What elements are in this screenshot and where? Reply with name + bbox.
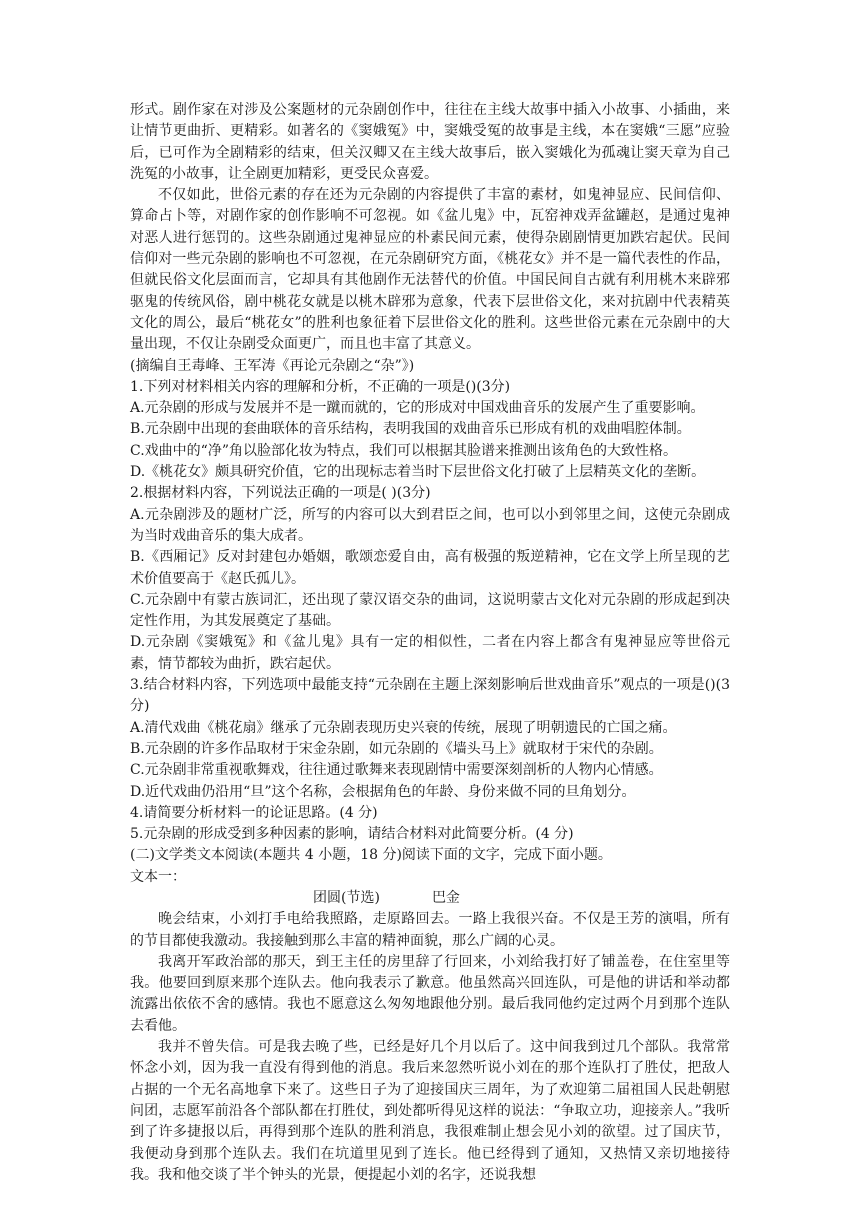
q2-option-c: C.元杂剧中有蒙古族词汇，还出现了蒙汉语交杂的曲词，这说明蒙古文化对元杂剧的形成起到决定性作用，为其发展奠定了基础。 — [130, 591, 730, 630]
q3-option-c: C.元杂剧非常重视歌舞戏，往往通过歌舞来表现剧情中需要深刻剖析的人物内心情感。 — [130, 762, 663, 779]
q2-stem: 2.根据材料内容，下列说法正确的一项是( )(3分) — [130, 485, 431, 502]
q1-option-c: C.戏曲中的“净”角以脸部化妆为特点，我们可以根据其脸谱来推测出该角色的大致性格。 — [130, 442, 677, 459]
q2-option-d: D.元杂剧《窦娥冤》和《盆儿鬼》具有一定的相似性，二者在内容上都含有鬼神显应等世俗元素，情节都较为曲折，跌宕起伏。 — [130, 634, 730, 672]
story-title: 团圆(节选) — [313, 889, 380, 906]
q3-option-b: B.元杂剧的许多作品取材于宋金杂剧，如元杂剧的《墙头马上》就取材于宋代的杂剧。 — [130, 740, 663, 757]
q1-stem: 1.下列对材料相关内容的理解和分析，不正确的一项是()(3分) — [130, 378, 511, 395]
text1-label: 文本一： — [130, 868, 186, 885]
q1-option-b: B.元杂剧中出现的套曲联体的音乐结构，表明我国的戏曲音乐已形成有机的戏曲唱腔体制。 — [130, 421, 691, 438]
story-paragraph-1: 晚会结束，小刘打手电给我照路，走原路回去。一路上我很兴奋。不仅是王芳的演唱，所有的节目都使我激动。我接触到那么丰富的精神面貌，那么广阔的心灵。 — [130, 911, 730, 949]
q2-option-b: B.《西厢记》反对封建包办婚姻，歌颂恋爱自由，高有极强的叛逆精神，它在文学上所呈现的艺术价值要高于《赵氏孤儿》。 — [130, 549, 730, 587]
q4-question: 4.请简要分析材料一的论证思路。(4 分) — [130, 804, 378, 821]
story-paragraph-3: 我并不曾失信。可是我去晚了些，已经是好几个月以后了。这中间我到过几个部队。我常常怀念小刘，因为我一直没有得到他的消息。我后来忽然听说小刘在的那个连队打了胜仗，把敌人占据的一个无名高地拿下来了。这些日子为了迎接国庆三周年，为了欢迎第二届祖国人民赴朝慰问团，志愿军前沿各个部队都在打胜仗，到处都听得见这样的说法：“争取立功，迎接亲人。”我听到了许多捷报以后，再得到那个连队的胜利消息，我很难制止想会见小刘的欲望。过了国庆节，我便动身到那个连队去。我们在坑道里见到了连长。他已经得到了通知，又热情又亲切地接待我。我和他交谈了半个钟头的光景，便提起小刘的名字，还说我想 — [130, 1039, 730, 1183]
source-citation: (摘编自王毒峰、王军涛《再论元杂剧之“杂”》) — [130, 357, 415, 374]
section-2-heading: (二)文学类文本阅读(本题共 4 小题，18 分)阅读下面的文字，完成下面小题。 — [130, 847, 612, 864]
story-author: 巴金 — [431, 889, 460, 906]
story-title-line — [130, 888, 730, 909]
q3-option-d: D.近代戏曲仍沿用“旦”这个名称，会根据角色的年龄、身份来做不同的旦角划分。 — [130, 783, 636, 800]
q2-option-a: A.元杂剧涉及的题材广泛，所写的内容可以大到君臣之间，也可以小到邻里之间，这使元杂剧成为当时戏曲音乐的集大成者。 — [130, 506, 730, 544]
q3-stem: 3.结合材料内容，下列选项中最能支持“元杂剧在主题上深刻影响后世戏曲音乐”观点的一项是()(3分) — [130, 677, 730, 715]
q1-option-a: A.元杂剧的形成与发展并不是一蹴而就的，它的形成对中国戏曲音乐的发展产生了重要影响。 — [130, 400, 705, 417]
q3-option-a: A.清代戏曲《桃花扇》继承了元杂剧表现历史兴衰的传统，展现了明朝遗民的亡国之痛。 — [130, 719, 677, 736]
passage1-paragraph-1: 形式。剧作家在对涉及公案题材的元杂剧创作中，往往在主线大故事中插入小故事、小插曲，来让情节更曲折、更精彩。如著名的《窦娥冤》中，窦娥受冤的故事是主线，本在窦娥“三愿”应验后，已可作为全剧精彩的结束，但关汉卿又在主线大故事后，嵌入窦娥化为孤魂让窦天章为自己洗冤的小故事，让全剧更加精彩，更受民众喜爱。 — [130, 102, 730, 182]
story-paragraph-2: 我离开军政治部的那天，到王主任的房里辞了行回来，小刘给我打好了铺盖卷，在住室里等我。他要回到原来那个连队去。他向我表示了歉意。他虽然高兴回连队，可是他的讲话和举动都流露出依依不舍的感情。我也不愿意这么匆匆地跟他分别。最后我同他约定过两个月到那个连队去看他。 — [130, 953, 730, 1034]
q5-question: 5.元杂剧的形成受到多种因素的影响，请结合材料对此简要分析。(4 分) — [130, 826, 574, 843]
q1-option-d: D.《桃花女》颇具研究价值，它的出现标志着当时下层世俗文化打破了上层精英文化的垄断。 — [130, 464, 706, 481]
passage1-paragraph-2: 不仅如此，世俗元素的存在还为元杂剧的内容提供了丰富的素材，如鬼神显应、民间信仰、算命占卜等，对剧作家的创作影响不可忽视。如《盆儿鬼》中，瓦窑神戏弄盆罐赵，是通过鬼神对恶人进行惩罚的。这些杂剧通过鬼神显应的朴素民间元素，使得杂剧剧情更加跌宕起伏。民间信仰对一些元杂剧的影响也不可忽视，在元杂剧研究方面，《桃花女》并不是一篇代表性的作品，但就民俗文化层面而言，它却具有其他剧作无法替代的价值。中国民间自古就有利用桃木来辟邪驱鬼的传统风俗，剧中桃花女就是以桃木辟邪为意象，代表下层世俗文化，来对抗剧中代表精英文化的周公，最后“桃花女”的胜利也象征着下层世俗文化的胜利。这些世俗元素在元杂剧中的大量出现，不仅让杂剧受众面更广，而且也丰富了其意义。 — [130, 187, 730, 353]
document-page — [130, 100, 730, 1186]
